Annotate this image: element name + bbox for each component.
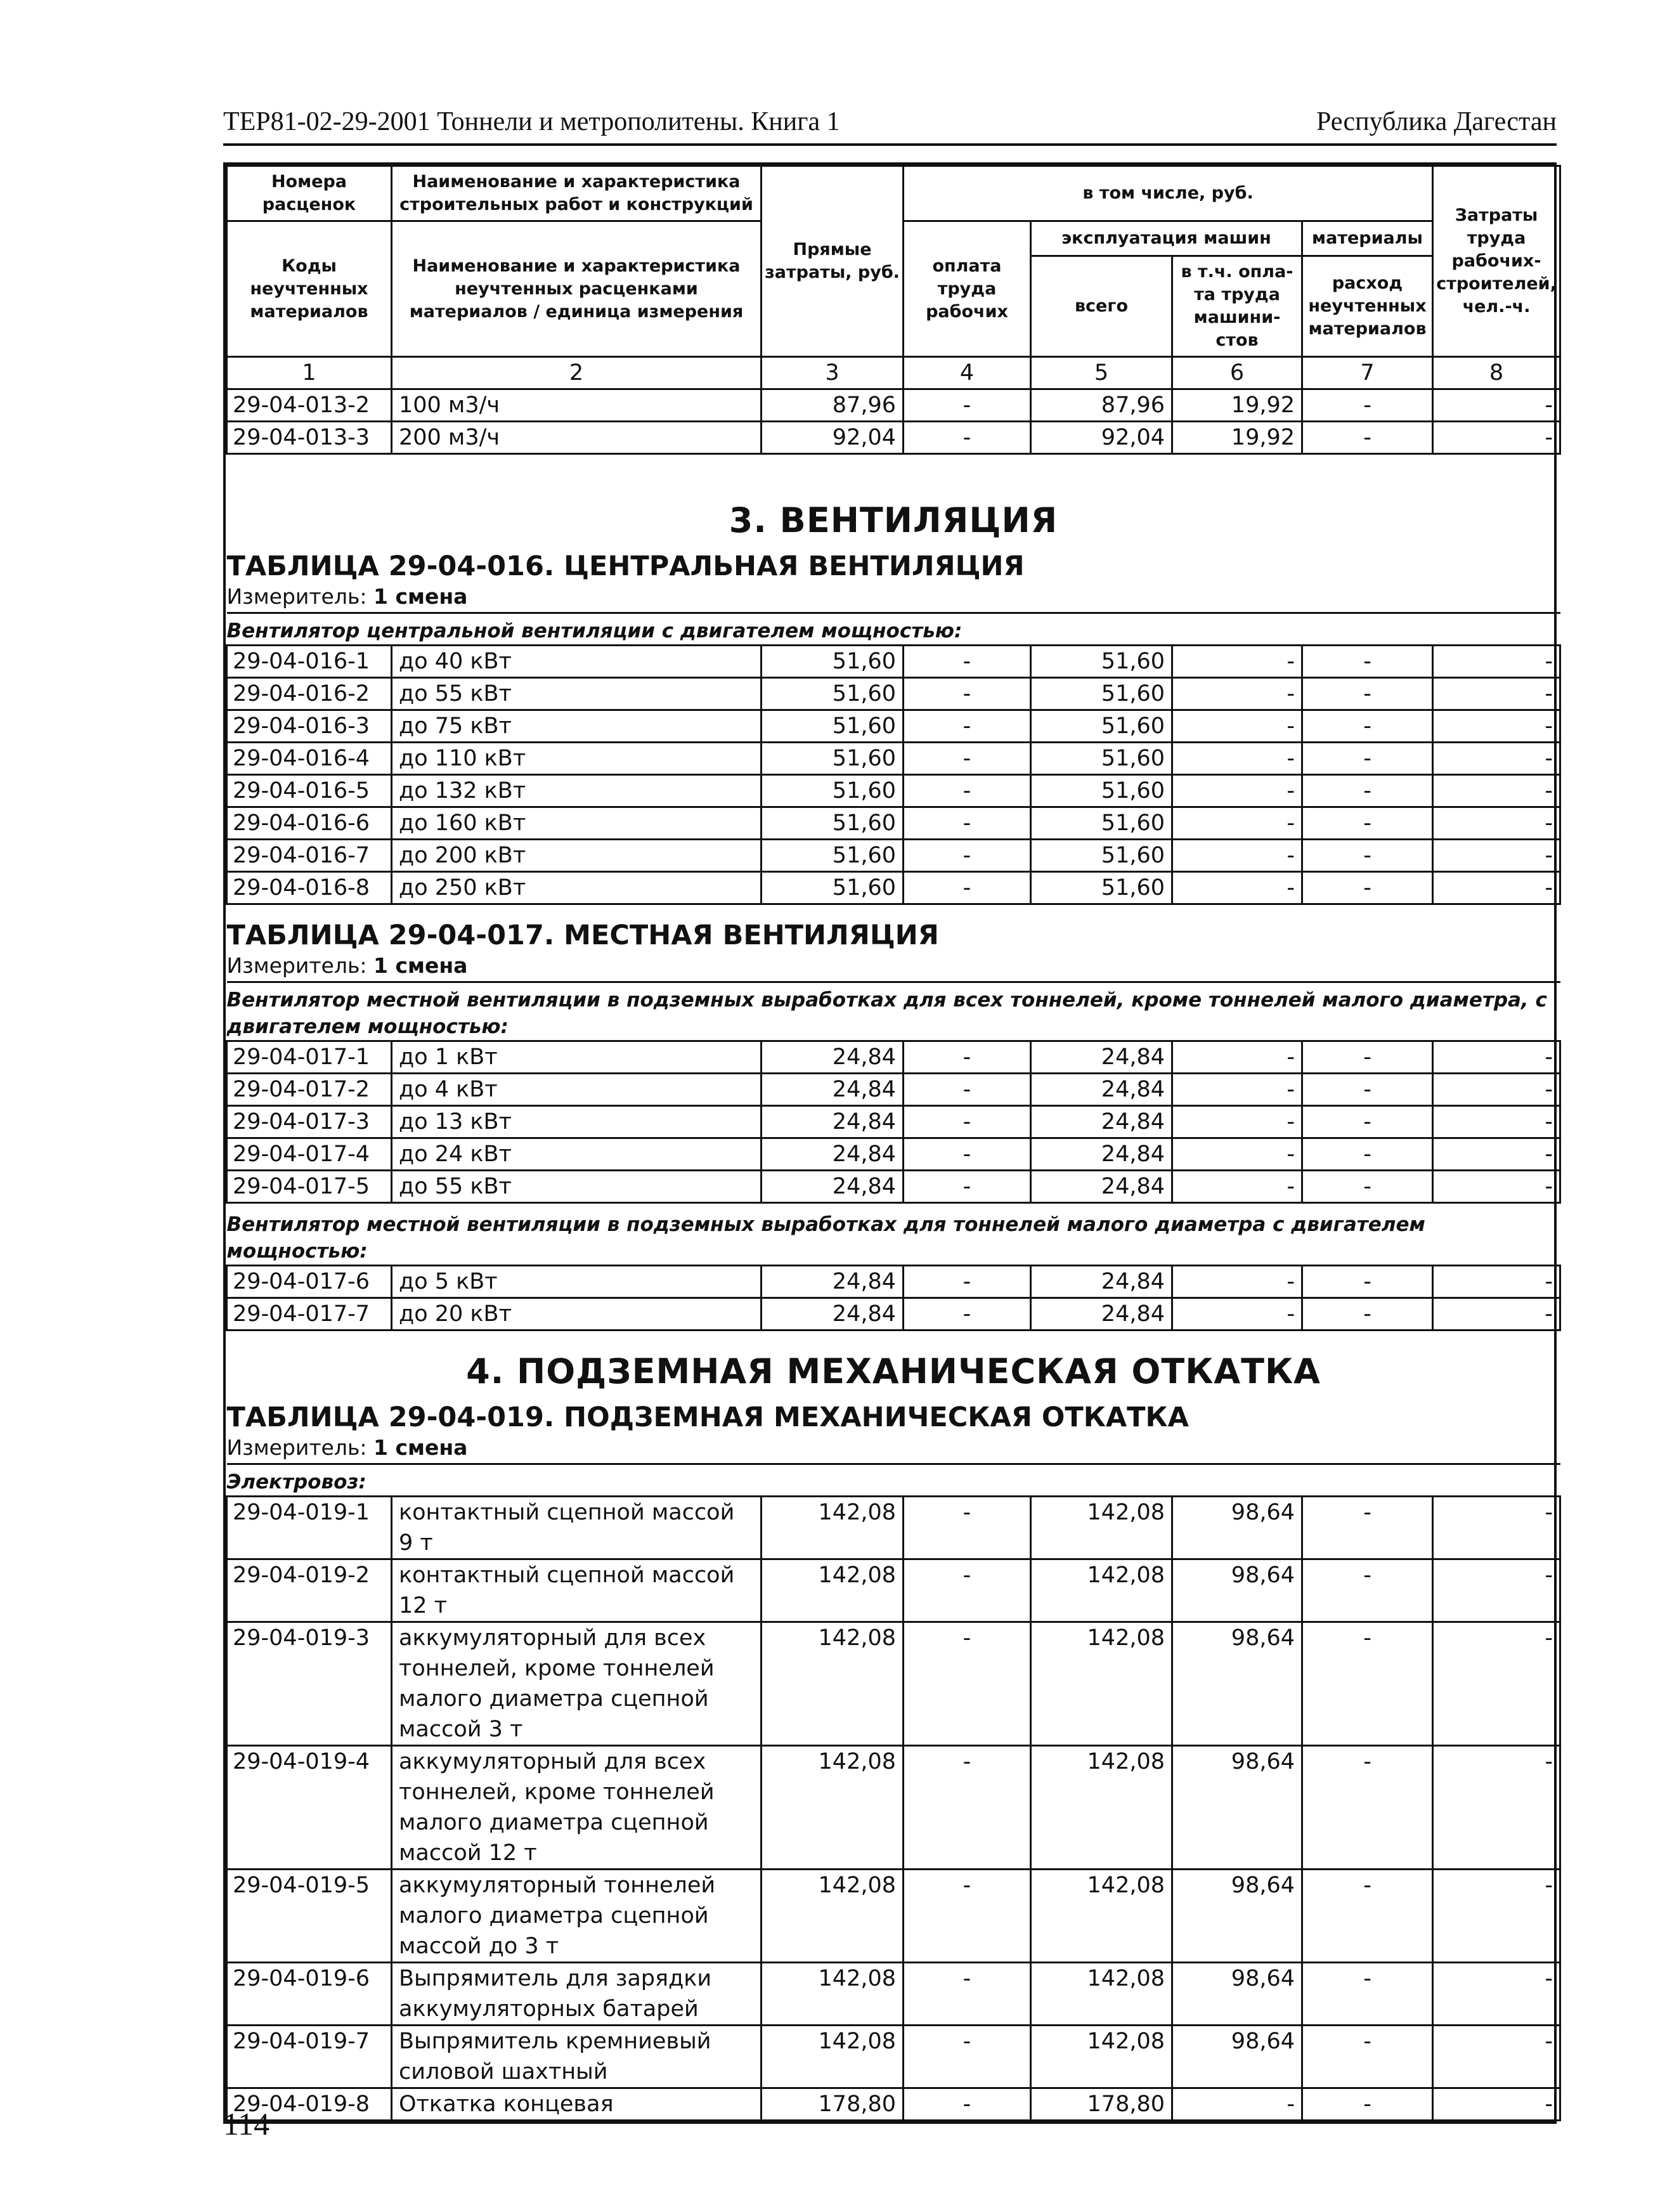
col-number: 6 (1172, 357, 1302, 389)
labor-cost: - (1433, 1041, 1560, 1074)
labor-cost: - (1433, 743, 1560, 775)
rate-code: 29-04-019-5 (227, 1870, 392, 1963)
table-row (227, 2088, 1560, 2121)
labor-pay: - (904, 743, 1031, 775)
rate-code: 29-04-017-6 (227, 1266, 392, 1298)
rate-code: 29-04-016-6 (227, 807, 392, 840)
rate-code: 29-04-016-5 (227, 775, 392, 807)
labor-pay: - (904, 1622, 1031, 1746)
machines-total: 92,04 (1031, 422, 1172, 454)
rate-code: 29-04-019-2 (227, 1559, 392, 1622)
materials: - (1302, 1171, 1433, 1203)
group-heading: Электровоз: (227, 1464, 1560, 1497)
table-row (227, 1298, 1560, 1330)
rate-code: 29-04-016-1 (227, 646, 392, 678)
rate-code: 29-04-016-3 (227, 710, 392, 743)
machines-total: 51,60 (1031, 743, 1172, 775)
table-header (227, 166, 1560, 389)
table-row (227, 1746, 1560, 1870)
rate-code: 29-04-017-1 (227, 1041, 392, 1074)
rate-name: до 250 кВт (392, 872, 762, 904)
rate-name: 100 м3/ч (392, 389, 762, 422)
materials: - (1302, 422, 1433, 454)
col-codes-top: Номера расценок (227, 166, 392, 221)
table-row (227, 1074, 1560, 1106)
rate-name: контактный сцепной массой 12 т (392, 1559, 762, 1622)
labor-pay: - (904, 840, 1031, 872)
col-materials-sub: расход неучтенных материалов (1302, 256, 1433, 357)
machines-labor: - (1172, 1041, 1302, 1074)
direct-cost: 24,84 (762, 1171, 904, 1203)
machines-labor: 98,64 (1172, 1963, 1302, 2026)
meter-label: Измеритель: (226, 1435, 367, 1460)
direct-cost: 142,08 (762, 1622, 904, 1746)
col-number: 7 (1302, 357, 1433, 389)
page-number: 114 (223, 2106, 270, 2142)
rate-code: 29-04-016-2 (227, 678, 392, 710)
labor-pay: - (904, 646, 1031, 678)
machines-labor: 98,64 (1172, 1559, 1302, 1622)
direct-cost: 24,84 (762, 1298, 904, 1330)
col-materials: материалы (1302, 221, 1433, 256)
labor-pay: - (904, 1746, 1031, 1870)
meter-value: 1 смена (373, 953, 468, 978)
machines-labor: - (1172, 1074, 1302, 1106)
direct-cost: 178,80 (762, 2088, 904, 2121)
labor-pay: - (904, 1497, 1031, 1559)
machines-total: 178,80 (1031, 2088, 1172, 2121)
direct-cost: 142,08 (762, 1497, 904, 1559)
direct-cost: 51,60 (762, 840, 904, 872)
labor-pay: - (904, 1138, 1031, 1171)
col-codes-bottom: Коды неучтенных материалов (227, 221, 392, 357)
machines-labor: 98,64 (1172, 1746, 1302, 1870)
machines-labor: - (1172, 840, 1302, 872)
rate-name: до 40 кВт (392, 646, 762, 678)
direct-cost: 142,08 (762, 1746, 904, 1870)
labor-cost: - (1433, 1074, 1560, 1106)
machines-total: 51,60 (1031, 710, 1172, 743)
column-numbers-row (227, 357, 1560, 389)
rate-name: до 200 кВт (392, 840, 762, 872)
running-header (223, 101, 1557, 146)
labor-pay: - (904, 2026, 1031, 2088)
rate-name: до 160 кВт (392, 807, 762, 840)
machines-total: 24,84 (1031, 1106, 1172, 1138)
col-machines-labor: в т.ч. опла-та труда машини-стов (1172, 256, 1302, 357)
materials: - (1302, 1298, 1433, 1330)
meter-value: 1 смена (373, 584, 468, 609)
rate-name: до 1 кВт (392, 1041, 762, 1074)
rate-name: Выпрямитель кремниевый силовой шахтный (392, 2026, 762, 2088)
labor-cost: - (1433, 2088, 1560, 2121)
materials: - (1302, 1138, 1433, 1171)
rate-name: 200 м3/ч (392, 422, 762, 454)
col-number: 3 (762, 357, 904, 389)
col-labor-pay: оплата труда рабочих (904, 221, 1031, 357)
labor-pay: - (904, 1298, 1031, 1330)
rate-code: 29-04-019-7 (227, 2026, 392, 2088)
table-row (227, 840, 1560, 872)
rate-name: до 110 кВт (392, 743, 762, 775)
labor-cost: - (1433, 710, 1560, 743)
table-row (227, 1138, 1560, 1171)
col-machines: эксплуатация машин (1031, 221, 1302, 256)
section-4 (227, 1330, 1560, 1497)
rate-code: 29-04-019-4 (227, 1746, 392, 1870)
table-row (227, 807, 1560, 840)
labor-pay: - (904, 872, 1031, 904)
labor-pay: - (904, 1963, 1031, 2026)
col-labor-cost: Затраты труда рабочих-строителей, чел.-ч. (1433, 166, 1560, 357)
rate-code: 29-04-017-5 (227, 1171, 392, 1203)
table-row (227, 646, 1560, 678)
materials: - (1302, 1106, 1433, 1138)
rate-name: до 13 кВт (392, 1106, 762, 1138)
direct-cost: 51,60 (762, 646, 904, 678)
machines-total: 87,96 (1031, 389, 1172, 422)
rates-table (223, 162, 1557, 2124)
table-row (227, 710, 1560, 743)
materials: - (1302, 646, 1433, 678)
labor-cost: - (1433, 872, 1560, 904)
table-title: ТАБЛИЦА 29-04-017. МЕСТНАЯ ВЕНТИЛЯЦИЯ (226, 920, 939, 951)
col-number: 8 (1433, 357, 1560, 389)
meter-line (227, 582, 1560, 613)
machines-total: 24,84 (1031, 1266, 1172, 1298)
machines-total: 24,84 (1031, 1041, 1172, 1074)
direct-cost: 51,60 (762, 775, 904, 807)
table-row (227, 1559, 1560, 1622)
machines-labor: - (1172, 1138, 1302, 1171)
labor-pay: - (904, 389, 1031, 422)
document-title: ТЕР81-02-29-2001 Тоннели и метрополитены. Книга 1 (223, 107, 840, 136)
machines-labor: - (1172, 710, 1302, 743)
materials: - (1302, 1746, 1433, 1870)
materials: - (1302, 840, 1433, 872)
rate-name: аккумуляторный для всех тоннелей, кроме тоннелей малого диаметра сцепной массой 3 т (392, 1622, 762, 1746)
meter-label: Измеритель: (226, 953, 367, 978)
rate-name: аккумуляторный для всех тоннелей, кроме тоннелей малого диаметра сцепной массой 12 т (392, 1746, 762, 1870)
rate-code: 29-04-013-2 (227, 389, 392, 422)
machines-total: 51,60 (1031, 872, 1172, 904)
labor-pay: - (904, 1171, 1031, 1203)
machines-total: 142,08 (1031, 1622, 1172, 1746)
col-direct: Прямые затраты, руб. (762, 166, 904, 357)
rate-name: до 24 кВт (392, 1138, 762, 1171)
group-heading: Вентилятор центральной вентиляции с двигателем мощностью: (227, 613, 1560, 646)
direct-cost: 142,08 (762, 1963, 904, 2026)
table017-head (227, 904, 1560, 1041)
rate-name: аккумуляторный тоннелей малого диаметра сцепной массой до 3 т (392, 1870, 762, 1963)
rate-code: 29-04-019-3 (227, 1622, 392, 1746)
rate-name: до 55 кВт (392, 678, 762, 710)
materials: - (1302, 678, 1433, 710)
machines-labor: - (1172, 807, 1302, 840)
section-title: 3. ВЕНТИЛЯЦИЯ (729, 500, 1058, 540)
labor-cost: - (1433, 2026, 1560, 2088)
labor-cost: - (1433, 1138, 1560, 1171)
machines-total: 51,60 (1031, 840, 1172, 872)
machines-labor: - (1172, 2088, 1302, 2121)
table-row (227, 422, 1560, 454)
section-title: 4. ПОДЗЕМНАЯ МЕХАНИЧЕСКАЯ ОТКАТКА (466, 1351, 1321, 1391)
table017-rows-2 (227, 1266, 1560, 1330)
labor-cost: - (1433, 1497, 1560, 1559)
rate-name: до 132 кВт (392, 775, 762, 807)
direct-cost: 24,84 (762, 1138, 904, 1171)
table-row (227, 1266, 1560, 1298)
direct-cost: 51,60 (762, 807, 904, 840)
direct-cost: 24,84 (762, 1041, 904, 1074)
labor-pay: - (904, 422, 1031, 454)
materials: - (1302, 1041, 1433, 1074)
direct-cost: 87,96 (762, 389, 904, 422)
table017-group2 (227, 1203, 1560, 1266)
machines-labor: - (1172, 646, 1302, 678)
table-row (227, 389, 1560, 422)
region-name: Республика Дагестан (1316, 107, 1557, 136)
machines-labor: - (1172, 775, 1302, 807)
labor-cost: - (1433, 1266, 1560, 1298)
table-row (227, 678, 1560, 710)
table-row (227, 2026, 1560, 2088)
direct-cost: 142,08 (762, 1870, 904, 1963)
table-title: ТАБЛИЦА 29-04-016. ЦЕНТРАЛЬНАЯ ВЕНТИЛЯЦИЯ (226, 550, 1025, 582)
machines-labor: - (1172, 743, 1302, 775)
table-row (227, 1041, 1560, 1074)
rate-code: 29-04-016-7 (227, 840, 392, 872)
table-row (227, 1622, 1560, 1746)
machines-labor: - (1172, 1106, 1302, 1138)
materials: - (1302, 1497, 1433, 1559)
table-row (227, 1497, 1560, 1559)
materials: - (1302, 1622, 1433, 1746)
machines-total: 142,08 (1031, 1746, 1172, 1870)
materials: - (1302, 1963, 1433, 2026)
table017-rows-1 (227, 1041, 1560, 1203)
machines-total: 142,08 (1031, 2026, 1172, 2088)
table-row (227, 775, 1560, 807)
labor-pay: - (904, 807, 1031, 840)
rate-name: до 4 кВт (392, 1074, 762, 1106)
direct-cost: 51,60 (762, 872, 904, 904)
rate-name: Откатка концевая (392, 2088, 762, 2121)
machines-total: 24,84 (1031, 1138, 1172, 1171)
labor-pay: - (904, 1041, 1031, 1074)
section-3 (227, 454, 1560, 646)
col-including: в том числе, руб. (904, 166, 1433, 221)
rate-code: 29-04-017-2 (227, 1074, 392, 1106)
direct-cost: 51,60 (762, 710, 904, 743)
labor-pay: - (904, 710, 1031, 743)
labor-pay: - (904, 775, 1031, 807)
machines-labor: 19,92 (1172, 422, 1302, 454)
labor-pay: - (904, 678, 1031, 710)
rate-name: до 55 кВт (392, 1171, 762, 1203)
meter-line (227, 951, 1560, 982)
labor-cost: - (1433, 840, 1560, 872)
materials: - (1302, 775, 1433, 807)
labor-pay: - (904, 2088, 1031, 2121)
rate-name: Выпрямитель для зарядки аккумуляторных батарей (392, 1963, 762, 2026)
labor-cost: - (1433, 678, 1560, 710)
rate-code: 29-04-017-7 (227, 1298, 392, 1330)
labor-cost: - (1433, 1559, 1560, 1622)
table-row (227, 872, 1560, 904)
rate-name: контактный сцепной массой 9 т (392, 1497, 762, 1559)
labor-cost: - (1433, 1106, 1560, 1138)
machines-labor: - (1172, 1298, 1302, 1330)
rate-code: 29-04-019-1 (227, 1497, 392, 1559)
meter-line (227, 1433, 1560, 1464)
materials: - (1302, 1074, 1433, 1106)
direct-cost: 24,84 (762, 1106, 904, 1138)
materials: - (1302, 2088, 1433, 2121)
labor-pay: - (904, 1106, 1031, 1138)
materials: - (1302, 1559, 1433, 1622)
machines-labor: - (1172, 678, 1302, 710)
direct-cost: 24,84 (762, 1074, 904, 1106)
col-machines-total: всего (1031, 256, 1172, 357)
table-row (227, 1106, 1560, 1138)
machines-total: 24,84 (1031, 1298, 1172, 1330)
machines-labor: - (1172, 1266, 1302, 1298)
materials: - (1302, 743, 1433, 775)
rate-name: до 20 кВт (392, 1298, 762, 1330)
rate-code: 29-04-017-3 (227, 1106, 392, 1138)
labor-pay: - (904, 1266, 1031, 1298)
direct-cost: 92,04 (762, 422, 904, 454)
rate-code: 29-04-016-4 (227, 743, 392, 775)
table019-rows (227, 1497, 1560, 2121)
machines-labor: - (1172, 872, 1302, 904)
rate-code: 29-04-016-8 (227, 872, 392, 904)
machines-total: 51,60 (1031, 775, 1172, 807)
direct-cost: 24,84 (762, 1266, 904, 1298)
materials: - (1302, 807, 1433, 840)
table-row (227, 743, 1560, 775)
col-name-top: Наименование и характеристика строительных работ и конструкций (392, 166, 762, 221)
machines-total: 24,84 (1031, 1074, 1172, 1106)
materials: - (1302, 872, 1433, 904)
labor-cost: - (1433, 807, 1560, 840)
labor-cost: - (1433, 1870, 1560, 1963)
labor-cost: - (1433, 1746, 1560, 1870)
table-row (227, 1870, 1560, 1963)
labor-cost: - (1433, 1298, 1560, 1330)
machines-total: 142,08 (1031, 1497, 1172, 1559)
machines-labor: 98,64 (1172, 1497, 1302, 1559)
machines-total: 51,60 (1031, 678, 1172, 710)
col-number: 1 (227, 357, 392, 389)
labor-cost: - (1433, 646, 1560, 678)
labor-pay: - (904, 1870, 1031, 1963)
materials: - (1302, 389, 1433, 422)
machines-labor: - (1172, 1171, 1302, 1203)
rate-code: 29-04-019-6 (227, 1963, 392, 2026)
rate-code: 29-04-017-4 (227, 1138, 392, 1171)
labor-cost: - (1433, 1622, 1560, 1746)
table-title: ТАБЛИЦА 29-04-019. ПОДЗЕМНАЯ МЕХАНИЧЕСКАЯ ОТКАТКА (226, 1402, 1189, 1433)
materials: - (1302, 1870, 1433, 1963)
labor-cost: - (1433, 389, 1560, 422)
direct-cost: 142,08 (762, 1559, 904, 1622)
col-number: 5 (1031, 357, 1172, 389)
labor-cost: - (1433, 422, 1560, 454)
machines-total: 142,08 (1031, 1559, 1172, 1622)
machines-labor: 98,64 (1172, 2026, 1302, 2088)
machines-total: 142,08 (1031, 1963, 1172, 2026)
table016-rows (227, 646, 1560, 904)
meter-label: Измеритель: (226, 584, 367, 609)
rows-top (227, 389, 1560, 454)
table-row (227, 1963, 1560, 2026)
group-heading: Вентилятор местной вентиляции в подземных выработках для всех тоннелей, кроме тоннелей малого диаметра, с двигателем мощностью: (227, 982, 1560, 1041)
machines-total: 24,84 (1031, 1171, 1172, 1203)
col-number: 2 (392, 357, 762, 389)
machines-total: 51,60 (1031, 646, 1172, 678)
labor-cost: - (1433, 1963, 1560, 2026)
group-heading: Вентилятор местной вентиляции в подземных выработках для тоннелей малого диаметра с двигателем мощностью: (227, 1203, 1560, 1266)
rate-name: до 5 кВт (392, 1266, 762, 1298)
table-row (227, 1171, 1560, 1203)
labor-cost: - (1433, 775, 1560, 807)
machines-labor: 98,64 (1172, 1870, 1302, 1963)
machines-labor: 98,64 (1172, 1622, 1302, 1746)
col-name-bottom: Наименование и характеристика неучтенных расценками материалов / единица измерения (392, 221, 762, 357)
rate-code: 29-04-013-3 (227, 422, 392, 454)
materials: - (1302, 1266, 1433, 1298)
rate-name: до 75 кВт (392, 710, 762, 743)
direct-cost: 51,60 (762, 743, 904, 775)
direct-cost: 51,60 (762, 678, 904, 710)
labor-pay: - (904, 1559, 1031, 1622)
direct-cost: 142,08 (762, 2026, 904, 2088)
labor-pay: - (904, 1074, 1031, 1106)
materials: - (1302, 710, 1433, 743)
col-number: 4 (904, 357, 1031, 389)
labor-cost: - (1433, 1171, 1560, 1203)
materials: - (1302, 2026, 1433, 2088)
machines-total: 142,08 (1031, 1870, 1172, 1963)
rate-code: 29-04-019-8 (227, 2088, 392, 2121)
meter-value: 1 смена (373, 1435, 468, 1460)
machines-total: 51,60 (1031, 807, 1172, 840)
machines-labor: 19,92 (1172, 389, 1302, 422)
